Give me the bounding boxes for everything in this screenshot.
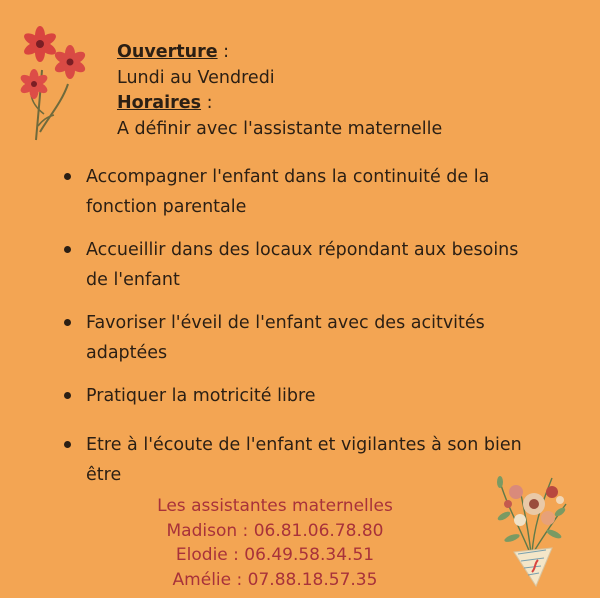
bullet-icon <box>64 173 71 180</box>
opening-label: Ouverture <box>117 42 218 62</box>
list-item: Accueillir dans des locaux répondant aux besoins de l'enfant <box>64 235 534 295</box>
contacts-block <box>140 494 410 592</box>
contacts-title: Les assistantes maternelles <box>157 496 393 516</box>
bouquet-illustration <box>490 468 574 590</box>
contact-row: Elodie : 06.49.58.34.51 <box>175 545 375 565</box>
opening-row: Ouverture : <box>117 42 230 62</box>
contact-row: Amélie : 07.88.18.57.35 <box>172 569 378 590</box>
opening-info <box>117 40 442 142</box>
list-item: Pratiquer la motricité libre <box>64 381 534 411</box>
hours-label: Horaires <box>117 93 202 113</box>
bullet-icon <box>64 441 71 448</box>
bullet-icon <box>64 319 71 326</box>
contact-row: Madison : 06.81.06.78.80 <box>166 520 384 541</box>
phone-number: 06.49.58.34.51 <box>244 545 375 565</box>
opening-value: Lundi au Vendredi <box>117 67 275 88</box>
hours-value: A définir avec l'assistante maternelle <box>117 118 443 139</box>
list-item: Etre à l'écoute de l'enfant et vigilantes à son bien être <box>64 430 534 490</box>
flowers-illustration <box>14 22 94 144</box>
phone-number: 06.81.06.78.80 <box>253 520 384 541</box>
list-item: Favoriser l'éveil de l'enfant avec des acitvités adaptées <box>64 308 534 368</box>
mission-list <box>64 162 534 490</box>
phone-number: 07.88.18.57.35 <box>247 569 378 590</box>
bullet-icon <box>64 392 71 399</box>
list-item: Accompagner l'enfant dans la continuité de la fonction parentale <box>64 162 534 222</box>
bullet-icon <box>64 246 71 253</box>
hours-row: Horaires : <box>117 93 213 113</box>
